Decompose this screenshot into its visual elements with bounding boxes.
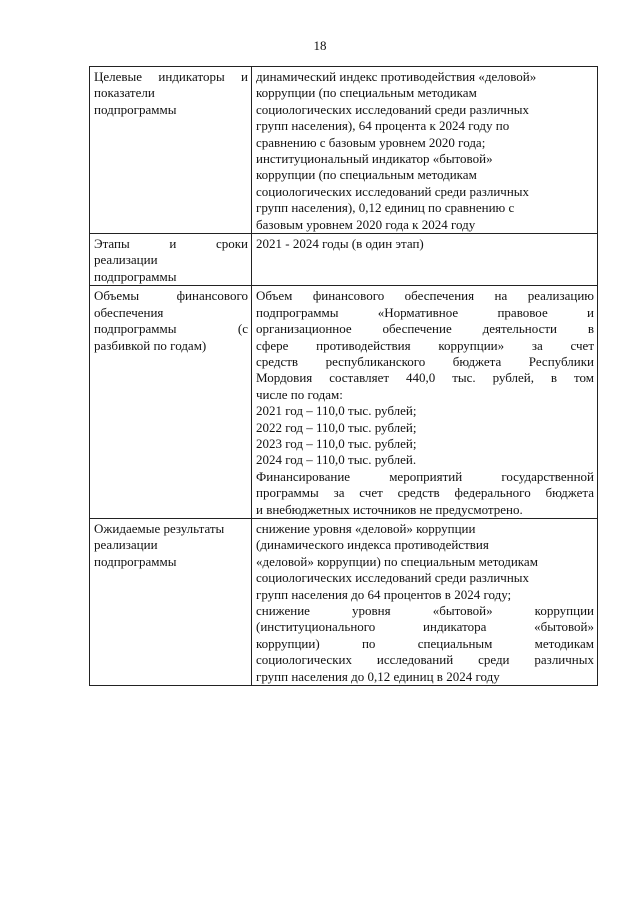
- row-value-line: групп населения до 0,12 единиц в 2024 году: [256, 668, 500, 684]
- row-label-line: реализации: [94, 537, 158, 553]
- row-value-line: «деловой» коррупции) по специальным методикам: [256, 553, 538, 569]
- table-row-target-indicators: [90, 67, 598, 234]
- row-value-line: 2021 - 2024 годы (в один этап): [256, 236, 424, 252]
- row-value-line: 2021 год – 110,0 тыс. рублей;: [256, 403, 417, 419]
- row-value-line: сравнению с базовым уровнем 2020 года;: [256, 134, 486, 150]
- row-label: [90, 234, 252, 286]
- row-value-line: организационное обеспечение деятельности в: [256, 321, 594, 337]
- row-value-line: Финансирование мероприятий государственной: [256, 468, 594, 484]
- row-label: [90, 518, 252, 685]
- row-value-line: институциональный индикатор «бытовой»: [256, 151, 493, 167]
- row-value-line: социологических исследований среди различных: [256, 101, 530, 117]
- table-row-stages: [90, 234, 598, 286]
- row-value-line: социологических исследований среди различных: [256, 570, 530, 586]
- table-row-financing: [90, 286, 598, 519]
- row-value-line: социологических исследований среди различных: [256, 183, 530, 199]
- row-label-line: показатели: [94, 85, 155, 101]
- row-value-line: коррупции) по специальным методикам: [256, 635, 594, 651]
- row-value-line: коррупции (по специальным методикам: [256, 85, 477, 101]
- row-label: [90, 67, 252, 234]
- row-label-line: подпрограммы: [94, 553, 177, 569]
- row-value-line: числе по годам:: [256, 386, 343, 402]
- row-label-line: подпрограммы: [94, 268, 177, 284]
- page-number: 18: [313, 38, 327, 53]
- row-value-line: 2023 год – 110,0 тыс. рублей;: [256, 435, 417, 451]
- row-value-line: социологических исследований среди различных: [256, 652, 594, 668]
- row-label-line: обеспечения: [94, 304, 164, 320]
- row-label-line: подпрограммы: [94, 101, 177, 117]
- table-row-expected-results: [90, 518, 598, 685]
- row-value-line: снижение уровня «деловой» коррупции: [256, 520, 476, 536]
- row-value-line: подпрограммы «Нормативное правовое и: [256, 304, 594, 320]
- row-value: [252, 67, 598, 234]
- row-value-line: Мордовия составляет 440,0 тыс. рублей, в том: [256, 370, 594, 386]
- row-label: [90, 286, 252, 519]
- row-value: [252, 286, 598, 519]
- row-value-line: (институционального индикатора «бытовой»: [256, 619, 594, 635]
- row-value-line: (динамического индекса противодействия: [256, 537, 489, 553]
- passport-table: [89, 66, 598, 686]
- row-label-line: разбивкой по годам): [94, 337, 207, 353]
- row-value-line: базовым уровнем 2020 года к 2024 году: [256, 216, 476, 232]
- row-value-line: сфере противодействия коррупции» за счет: [256, 337, 594, 353]
- row-label-line: реализации: [94, 252, 158, 268]
- row-value-line: 2022 год – 110,0 тыс. рублей;: [256, 419, 417, 435]
- row-value: [252, 518, 598, 685]
- row-value-line: Объем финансового обеспечения на реализацию: [256, 288, 594, 304]
- row-value: [252, 234, 598, 286]
- row-value-line: и внебюджетных источников не предусмотрено.: [256, 501, 523, 517]
- row-value-line: групп населения до 64 процентов в 2024 году;: [256, 586, 512, 602]
- row-value-line: программы за счет средств федерального бюджета: [256, 485, 594, 501]
- row-label-line: Этапы и сроки: [94, 236, 248, 252]
- row-label-line: подпрограммы (с: [94, 321, 248, 337]
- row-label-line: Ожидаемые результаты: [94, 520, 225, 536]
- row-value-line: снижение уровня «бытовой» коррупции: [256, 603, 594, 618]
- row-value-line: коррупции (по специальным методикам: [256, 167, 477, 183]
- row-label-line: Объемы финансового: [94, 288, 248, 304]
- row-value-line: групп населения), 64 процента к 2024 году по: [256, 118, 510, 134]
- row-label-line: Целевые индикаторы и: [94, 69, 248, 84]
- row-value-line: 2024 год – 110,0 тыс. рублей.: [256, 452, 417, 468]
- row-value-line: средств республиканского бюджета Республики: [256, 353, 594, 369]
- row-value-line: групп населения), 0,12 единиц по сравнению с: [256, 200, 515, 216]
- row-value-line: динамический индекс противодействия «деловой»: [256, 69, 537, 84]
